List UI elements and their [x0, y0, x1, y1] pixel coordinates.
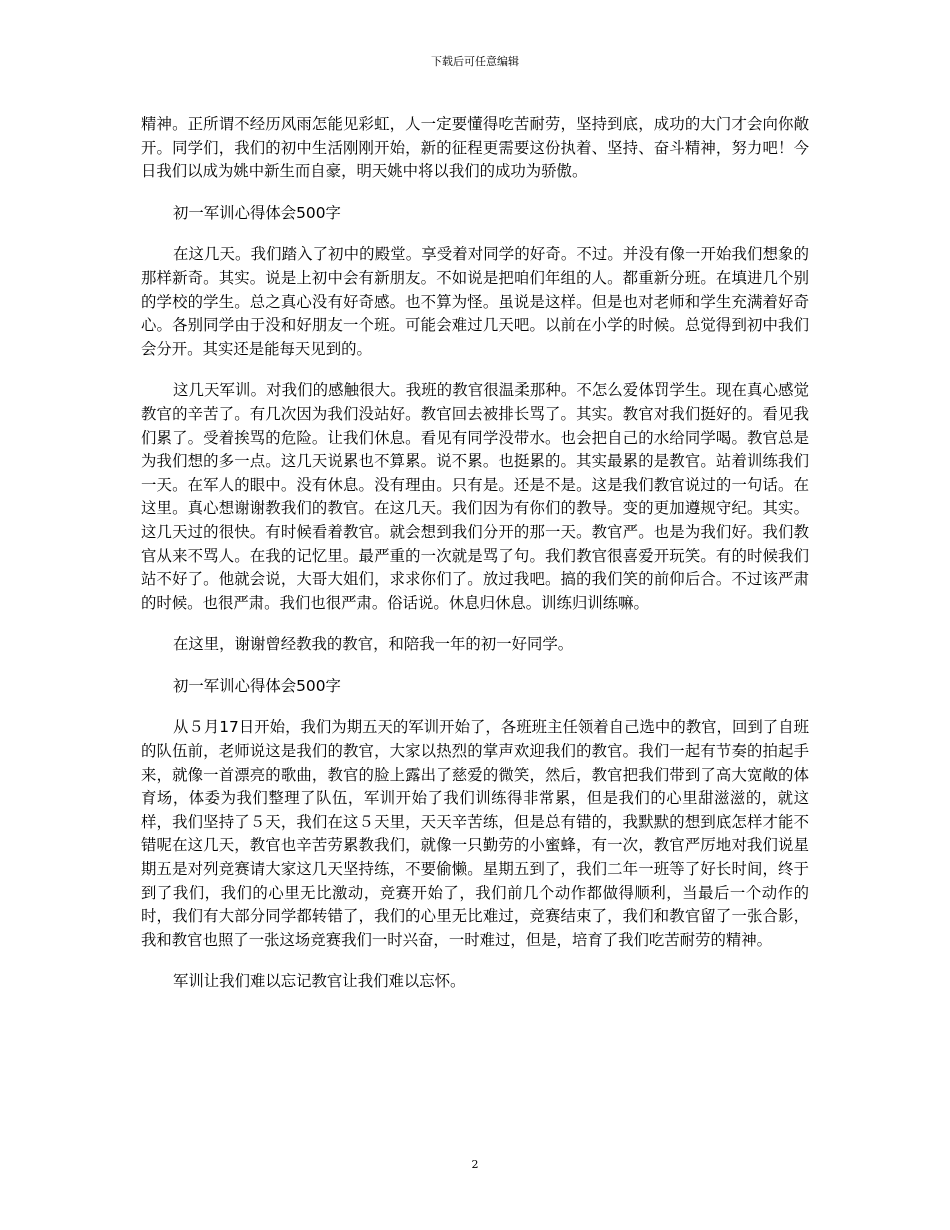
section-heading: 初一军训心得体会500字	[173, 203, 341, 222]
section-heading: 初一军训心得体会500字	[173, 676, 341, 695]
page-number: 2	[471, 1158, 479, 1171]
paragraph: 在这几天。我们踏入了初中的殿堂。享受着对同学的好奇。不过。并没有像一开始我们想象的那样新奇。其实。说是上初中会有新朋友。不如说是把咱们年组的人。都重新分班。在填进几个别的学校的学生。总之真心没有好奇感。也不算为怪。虽说是这样。但是也对老师和学生充满着好奇心。各别同学由于没和好朋友一个班。可能会难过几天吧。以前在小学的时候。总觉得到初中我们会分开。其实还是能每天见到的。	[141, 245, 809, 358]
page-header: 下载后可任意编辑	[431, 55, 519, 68]
paragraph: 这几天军训。对我们的感触很大。我班的教官很温柔那种。不怎么爱体罚学生。现在真心感觉教官的辛苦了。有几次因为我们没站好。教官回去被排长骂了。其实。教官对我们挺好的。看见我们累了。受着挨骂的危险。让我们休息。看见有同学没带水。也会把自己的水给同学喝。教官总是为我们想的多一点。这几天说累也不算累。说不累。也挺累的。其实最累的是教官。站着训练我们一天。在军人的眼中。没有休息。没有理由。只有是。还是不是。这是我们教官说过的一句话。在这里。真心想谢谢教我们的教官。在这几天。我们因为有你们的教导。变的更加遵规守纪。其实。这几天过的很快。有时候看着教官。就会想到我们分开的那一天。教官严。也是为我们好。我们教官从来不骂人。在我的记忆里。最严重的一次就是骂了句。我们教官很喜爱开玩笑。有的时候我们站不好了。他就会说，大哥大姐们，求求你们了。放过我吧。搞的我们笑的前仰后合。不过该严肃的时候。也很严肃。我们也很严肃。俗话说。休息归休息。训练归训练嘛。	[141, 381, 809, 612]
paragraph: 在这里，谢谢曾经教我的教官，和陪我一年的初一好同学。	[173, 635, 574, 654]
paragraph: 从５月17日开始，我们为期五天的军训开始了，各班班主任领着自己选中的教官，回到了自班的队伍前，老师说这是我们的教官，大家以热烈的掌声欢迎我们的教官。我们一起有节奏的拍起手来，就像一首漂亮的歌曲，教官的脸上露出了慈爱的微笑，然后，教官把我们带到了高大宽敞的体育场，体委为我们整理了队伍，军训开始了我们训练得非常累，但是我们的心里甜滋滋的，就这样，我们坚持了５天，我们在这５天里，天天辛苦练，但是总有错的，我默默的想到底怎样才能不错呢在这几天，教官也辛苦劳累教我们，就像一只勤劳的小蜜蜂，有一次，教官严厉地对我们说星期五是对列竞赛请大家这几天坚持练，不要偷懒。星期五到了，我们二年一班等了好长时间，终于到了我们，我们的心里无比激动，竞赛开始了，我们前几个动作都做得顺利，当最后一个动作的时，我们有大部分同学都转错了，我们的心里无比难过，竞赛结束了，我们和教官留了一张合影，我和教官也照了一张这场竞赛我们一时兴奋，一时难过，但是，培育了我们吃苦耐劳的精神。	[141, 718, 809, 949]
paragraph-continuation: 精神。正所谓不经历风雨怎能见彩虹，人一定要懂得吃苦耐劳，坚持到底，成功的大门才会向你敞开。同学们，我们的初中生活刚刚开始，新的征程更需要这份执着、坚持、奋斗精神，努力吧！今日我们以成为姚中新生而自豪，明天姚中将以我们的成功为骄傲。	[141, 115, 809, 181]
paragraph: 军训让我们难以忘记教官让我们难以忘怀。	[173, 972, 466, 991]
document-body	[141, 113, 809, 1012]
